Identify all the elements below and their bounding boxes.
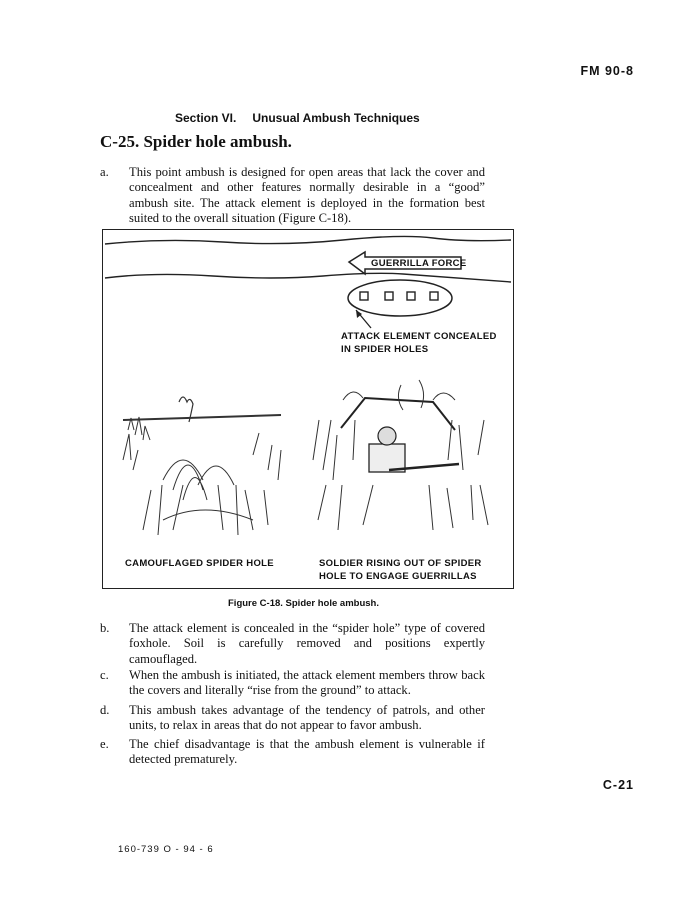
paragraph-label: e. — [100, 737, 109, 751]
paragraph-text: When the ambush is initiated, the attack element members throw back the covers and literally “rise from the ground” to attack. — [129, 668, 485, 698]
attack-label-line: ATTACK ELEMENT CONCEALED — [341, 331, 497, 342]
paragraph-text: The chief disadvantage is that the ambush element is vulnerable if detected prematurely. — [129, 737, 485, 767]
paragraph-b — [100, 621, 485, 667]
paragraph-a — [100, 165, 485, 226]
paragraph-label: b. — [100, 621, 110, 635]
paragraph-text: This ambush takes advantage of the tendency of patrols, and other units, to relax in areas that do not appear to favor ambush. — [129, 703, 485, 733]
paragraph-label: c. — [100, 668, 109, 682]
section-label: Section VI. — [175, 111, 237, 125]
figure-c18 — [102, 229, 514, 589]
trail-line-top — [105, 236, 511, 244]
right-caption-line: SOLDIER RISING OUT OF SPIDER — [319, 558, 482, 569]
soldier-rising-scene — [313, 380, 488, 530]
spider-hole-icon — [407, 292, 415, 300]
paragraph-text: This point ambush is designed for open areas that lack the cover and concealment and other features normally desirable in a “good” ambush site. The attack element is deployed in the formation best suited to the overall situation (Figure C-18). — [129, 165, 485, 225]
figure-illustration — [103, 230, 512, 587]
page-title: C-25. Spider hole ambush. — [100, 132, 292, 151]
force-label: GUERRILLA FORCE — [371, 258, 467, 269]
manual-id: FM 90-8 — [580, 64, 634, 78]
attack-element-label — [341, 331, 497, 356]
figure-caption: Figure C-18. Spider hole ambush. — [228, 598, 379, 609]
trail-line-bottom — [105, 273, 511, 282]
hole-cover — [341, 398, 455, 430]
spider-hole-icon — [385, 292, 393, 300]
attack-label-line: IN SPIDER HOLES — [341, 343, 429, 355]
right-scene-caption — [319, 558, 482, 583]
print-code-footer: 160-739 O - 94 - 6 — [118, 844, 214, 855]
paragraph-label: a. — [100, 165, 109, 179]
horizon-line — [123, 415, 281, 420]
page-number: C-21 — [602, 778, 634, 792]
spider-hole-icon — [360, 292, 368, 300]
paragraph-d — [100, 703, 485, 734]
left-scene-caption: CAMOUFLAGED SPIDER HOLE — [125, 558, 274, 569]
paragraph-label: d. — [100, 703, 110, 717]
right-caption-line: HOLE TO ENGAGE GUERRILLAS — [319, 570, 477, 582]
soldier-helmet-icon — [378, 427, 396, 445]
section-title: Unusual Ambush Techniques — [252, 111, 420, 125]
paragraph-text: The attack element is concealed in the “spider hole” type of covered foxhole. Soil is carefully removed and positions expertly camouflaged. — [129, 621, 485, 666]
spider-hole-icon — [430, 292, 438, 300]
camouflaged-hole-scene — [123, 397, 281, 535]
section-heading — [175, 111, 420, 125]
paragraph-e — [100, 737, 485, 768]
soldier-figure — [369, 444, 405, 472]
paragraph-c — [100, 668, 485, 699]
